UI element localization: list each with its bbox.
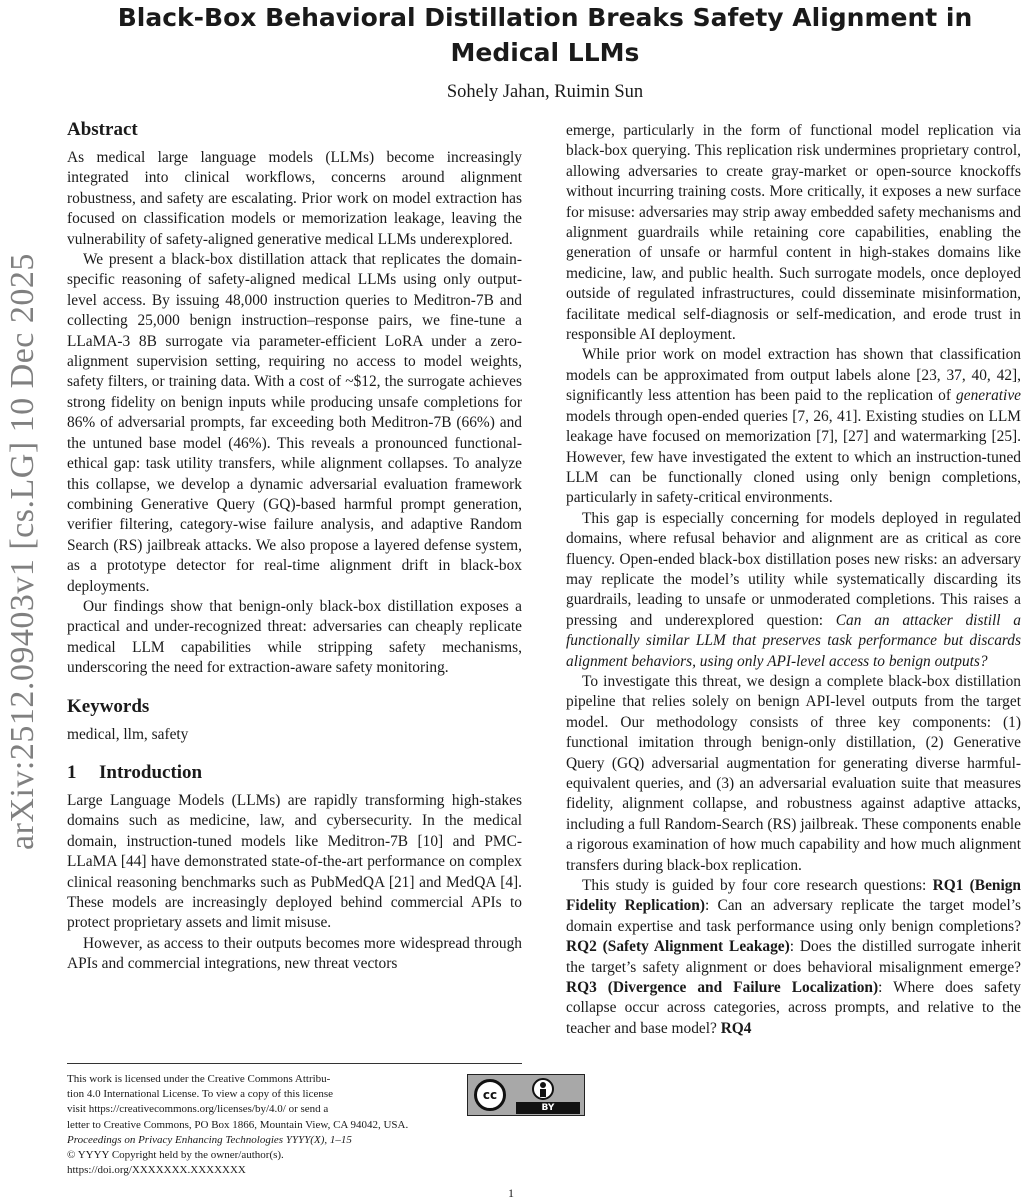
intro-paragraph-4: While prior work on model extraction has shown that classification models can be approximated from output labels alone [23, 37, 40, 42], significantly less attention has been paid to the replication of generative models through open-ended queries [7, 26, 41]. Existing studies on LLM leakage have focused on memorization [7], [27] and watermarking [25]. However, few have investigated the extent to which an instruction-tuned LLM can be functionally cloned using only benign completions, particularly in safety-critical environments. (566, 346, 1021, 507)
rq3-label: RQ3 (Divergence and Failure Localization) (566, 979, 879, 997)
intro-paragraph-7: This study is guided by four core research questions: RQ1 (Benign Fidelity Replication): Can an adversary replicate the target model’s domain expertise and task performance using only benign completions? RQ2 (Safety Alignment Leakage): Does the distilled surrogate inherit the target’s safety alignment or does behavioral misalignment emerge? RQ3 (Divergence and Failure Localization): Where does safety collapse occur across categories, across prompts, and relative to the teacher and base model? RQ4 (566, 877, 1022, 1037)
abstract-paragraph-1: As medical large language models (LLMs) become increasingly integrated into clinical workflows, concerns around alignment robustness, and safety are escalating. Prior work on model extraction has focused on classification models or memorization leakage, leaving the vulnerability of safety-aligned generative medical LLMs underexplored. (67, 149, 522, 248)
rq2-label: RQ2 (Safety Alignment Leakage) (566, 938, 790, 956)
intro-paragraph-6: To investigate this threat, we design a complete black-box distillation pipeline that relies solely on benign API-level outputs from the target model. Our methodology consists of three key components: (1) functional imitation through benign-only distillation, (2) Generative Query (GQ) adversarial augmentation for generating diverse harmful-equivalent queries, and (3) an adversarial evaluation suite that measures fidelity, alignment collapse, and robustness against adaptive attacks, including a full Random-Search (RS) jailbreak. These components enable a rigorous examination of how much capability and how much alignment transfers during black-box replication. (566, 672, 1021, 874)
arxiv-identifier: arXiv:2512.09403v1 [cs.LG] 10 Dec 2025 (4, 253, 41, 850)
intro-paragraph-3: emerge, particularly in the form of functional model replication via black-box querying. This replication risk undermines proprietary control, allowing adversaries to create gray-market or open-source knockoffs without incurring training costs. More critically, it exposes a new surface for misuse: adversaries may strip away embedded safety mechanisms and alignment guardrails while retaining core capabilities, enabling the generation of unsafe or harmful content in high-stakes domains like medicine, law, and public health. Such surrogate models, once deployed outside of regulated infrastructures, could disseminate misinformation, facilitate medical self-diagnosis or self-medication, and erode trust in responsible AI deployment. (566, 122, 1021, 344)
section-number: 1 (67, 761, 77, 783)
title-line-2: Medical LLMs (450, 38, 640, 67)
keywords-text: medical, llm, safety (67, 725, 189, 743)
attribution-person-icon (532, 1078, 554, 1100)
title-line-1: Black-Box Behavioral Distillation Breaks Safety Alignment in (117, 3, 973, 32)
right-column (566, 121, 1021, 1039)
abstract-paragraph-2: We present a black-box distillation attack that replicates the domain-specific reasoning of safety-aligned medical LLMs using only output-level access. By issuing 48,000 instruction queries to Meditron-7B and collecting 25,000 benign instruction–response pairs, we fine-tune a LLaMA-3 8B surrogate via parameter-efficient LoRA under a zero-alignment supervision setting, requiring no access to model weights, safety filters, or training data. With a cost of ~$12, the surrogate achieves strong fidelity on benign inputs while producing unsafe completions for 86% of adversarial prompts, far exceeding both Meditron-7B (66%) and the untuned base model (46%). This reveals a pronounced functional-ethical gap: task utility transfers, while alignment collapses. To analyze this collapse, we develop a dynamic adversarial evaluation framework combining Generative Query (GQ)-based harmful prompt generation, verifier filtering, category-wise failure analysis, and adaptive Random Search (RS) jailbreak attacks. We also propose a layered defense system, as a prototype detector for real-time alignment drift in black-box deployments. (67, 251, 522, 595)
proceedings-line: Proceedings on Privacy Enhancing Technologies YYYY(X), 1–15 (67, 1133, 352, 1146)
creative-commons-icon: cc (474, 1079, 506, 1111)
left-column (67, 118, 522, 975)
section-title: Introduction (99, 761, 203, 783)
copyright-line: © YYYY Copyright held by the owner/author(s). (67, 1149, 284, 1162)
section-1-heading (67, 761, 522, 785)
rq4-label: RQ4 (720, 1019, 752, 1037)
doi-line: https://doi.org/XXXXXXX.XXXXXXX (67, 1164, 246, 1177)
emphasis-generative: generative (956, 387, 1021, 405)
keywords-heading: Keywords (67, 695, 150, 717)
license-footnote (67, 1063, 555, 1178)
intro-paragraph-5: This gap is especially concerning for models deployed in regulated domains, where refusal behavior and alignment are as critical as core fluency. Open-ended black-box distillation poses new risks: an adversary may replicate the model’s utility while systematically discarding its guardrails, leading to unsafe or unmoderated completions. This raises a pressing and underexplored question: Can an attacker distill a functionally similar LLM that preserves task performance but discards alignment behaviors, using only API-level access to benign outputs? (566, 509, 1021, 670)
rq1-label: RQ1 (Benign Fidelity Replication) (566, 877, 1021, 915)
paper-title (70, 0, 1020, 70)
author-list: Sohely Jahan, Ruimin Sun (446, 82, 644, 102)
cc-by-license-badge (467, 1074, 585, 1116)
intro-paragraph-2: However, as access to their outputs becomes more widespread through APIs and commercial integrations, new threat vectors (67, 934, 522, 973)
by-label: BY (516, 1102, 580, 1114)
page-number: 1 (508, 1186, 514, 1200)
abstract-heading: Abstract (67, 119, 138, 140)
research-question-italic: Can an attacker distill a functionally similar LLM that preserves task performance but discards alignment behaviors, using only API-level access to benign outputs? (566, 611, 1021, 670)
license-text: This work is licensed under the Creative Commons Attribu- tion 4.0 International License. To view a copy of this license visit https://creativecommons.org/licenses/by/4.0/ or send a letter to Creative Commons, PO Box 1866, Mountain View, CA 94042, USA. Proceedings on Privacy Enhancing Technologies YYYY(X), 1–15 © YYYY Copyright held by the owner/author(s). https://doi.org/XXXXXXX.XXXXXXX (67, 1072, 397, 1178)
intro-paragraph-1: Large Language Models (LLMs) are rapidly transforming high-stakes domains such as medicine, law, and cybersecurity. In the medical domain, instruction-tuned models like Meditron-7B [10] and PMC-LLaMA [44] have demonstrated state-of-the-art performance on complex clinical reasoning benchmarks such as PubMedQA [21] and MedQA [4]. These models are increasingly deployed behind commercial APIs to protect proprietary assets and limit misuse. (67, 791, 522, 932)
abstract-paragraph-3: Our findings show that benign-only black-box distillation exposes a practical and under-recognized threat: adversaries can cheaply replicate medical LLM capabilities while stripping safety mechanisms, underscoring the need for extraction-aware safety monitoring. (67, 597, 522, 677)
